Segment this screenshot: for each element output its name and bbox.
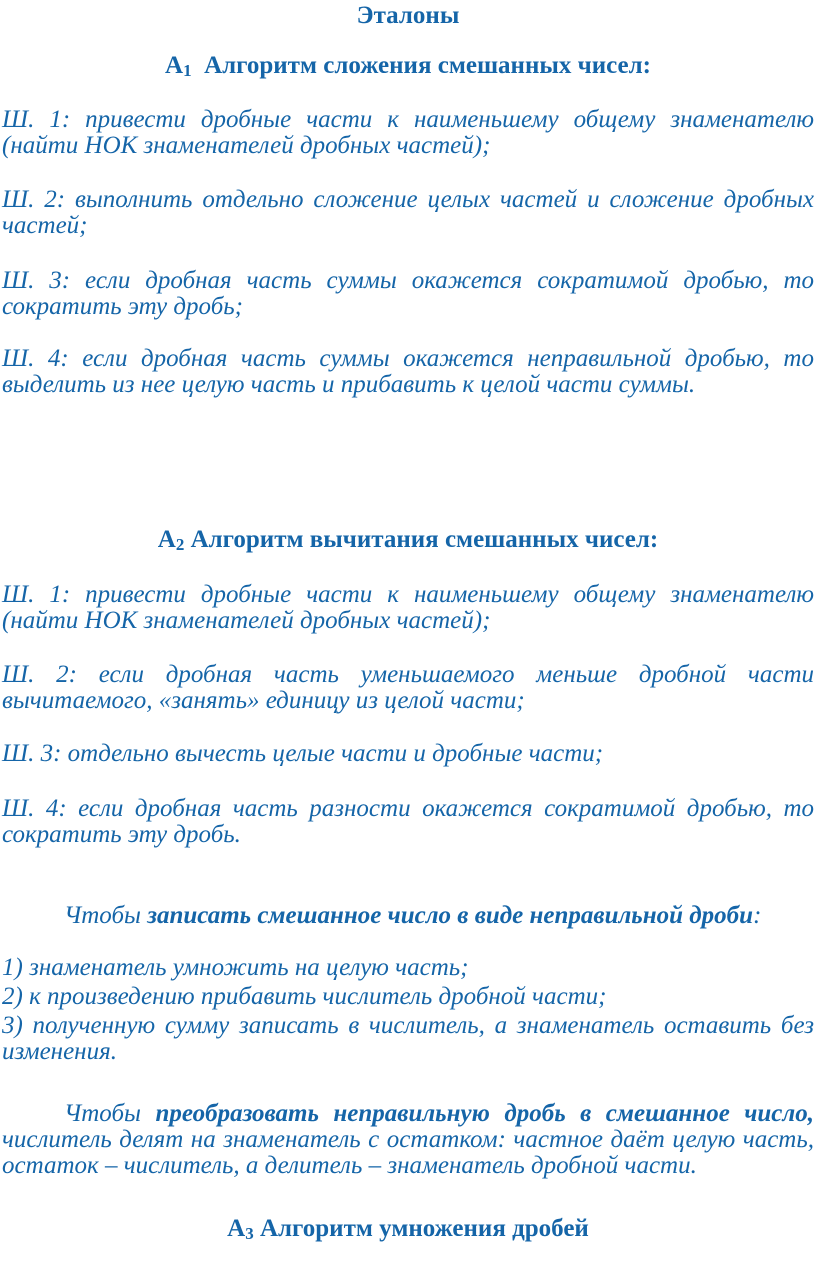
a1-step-4: Ш. 4: если дробная часть суммы окажется неправильной дробью, то выделить из нее целую часть и прибавить к целой части суммы. [2, 345, 814, 398]
heading-text: Алгоритм вычитания смешанных чисел: [184, 526, 659, 553]
heading-prefix: А [157, 526, 176, 553]
a2-step-1: Ш. 1: привести дробные части к наименьшему общему знаменателю (найти НОК знаменателей дробных частей); [2, 581, 814, 634]
rule-mixed-number [2, 1101, 814, 1179]
rule-body: числитель делят на знаменатель с остатком: частное даёт целую часть, остаток – числитель, а делитель – знаменатель дробной части. [2, 1126, 814, 1179]
rule-emphasis: записать смешанное число в виде неправильной дроби [147, 902, 754, 929]
heading-prefix: А [227, 1215, 246, 1242]
a2-step-4: Ш. 4: если дробная часть разности окажется сократимой дробью, то сократить эту дробь. [2, 795, 814, 848]
heading-prefix: А [165, 52, 184, 79]
heading-subscript: 1 [183, 61, 192, 80]
page-title: Эталоны [356, 2, 460, 29]
rule-colon: : [753, 902, 762, 929]
rule-emphasis: преобразовать неправильную дробь в смешанное число, [155, 1100, 814, 1127]
rule-intro: Чтобы [64, 902, 148, 929]
a2-step-3: Ш. 3: отдельно вычесть целые части и дробные части; [2, 740, 604, 767]
rule-improper-fraction [2, 903, 814, 929]
a1-step-3: Ш. 3: если дробная часть суммы окажется сократимой дробью, то сократить эту дробь; [2, 267, 814, 320]
a1-step-1: Ш. 1: привести дробные части к наименьшему общему знаменателю (найти НОК знаменателей дробных частей); [2, 106, 814, 159]
heading-subscript: 3 [245, 1224, 254, 1243]
section-heading-a2 [0, 526, 816, 559]
heading-text: Алгоритм сложения смешанных чисел: [191, 52, 651, 79]
a1-step-2: Ш. 2: выполнить отдельно сложение целых частей и сложение дробных частей; [2, 186, 814, 239]
rule1-item-2: 2) к произведению прибавить числитель дробной части; [2, 983, 607, 1010]
rule-intro: Чтобы [64, 1100, 156, 1127]
heading-text: Алгоритм умножения дробей [253, 1215, 589, 1242]
heading-subscript: 2 [175, 535, 185, 554]
section-heading-a1 [0, 52, 816, 85]
section-heading-a3 [0, 1215, 816, 1248]
rule1-item-3: 3) полученную сумму записать в числитель, а знаменатель оставить без изменения. [2, 1012, 814, 1065]
a2-step-2: Ш. 2: если дробная часть уменьшаемого меньше дробной части вычитаемого, «занять» единицу из целой части; [2, 661, 814, 714]
rule1-item-1: 1) знаменатель умножить на целую часть; [2, 954, 469, 981]
